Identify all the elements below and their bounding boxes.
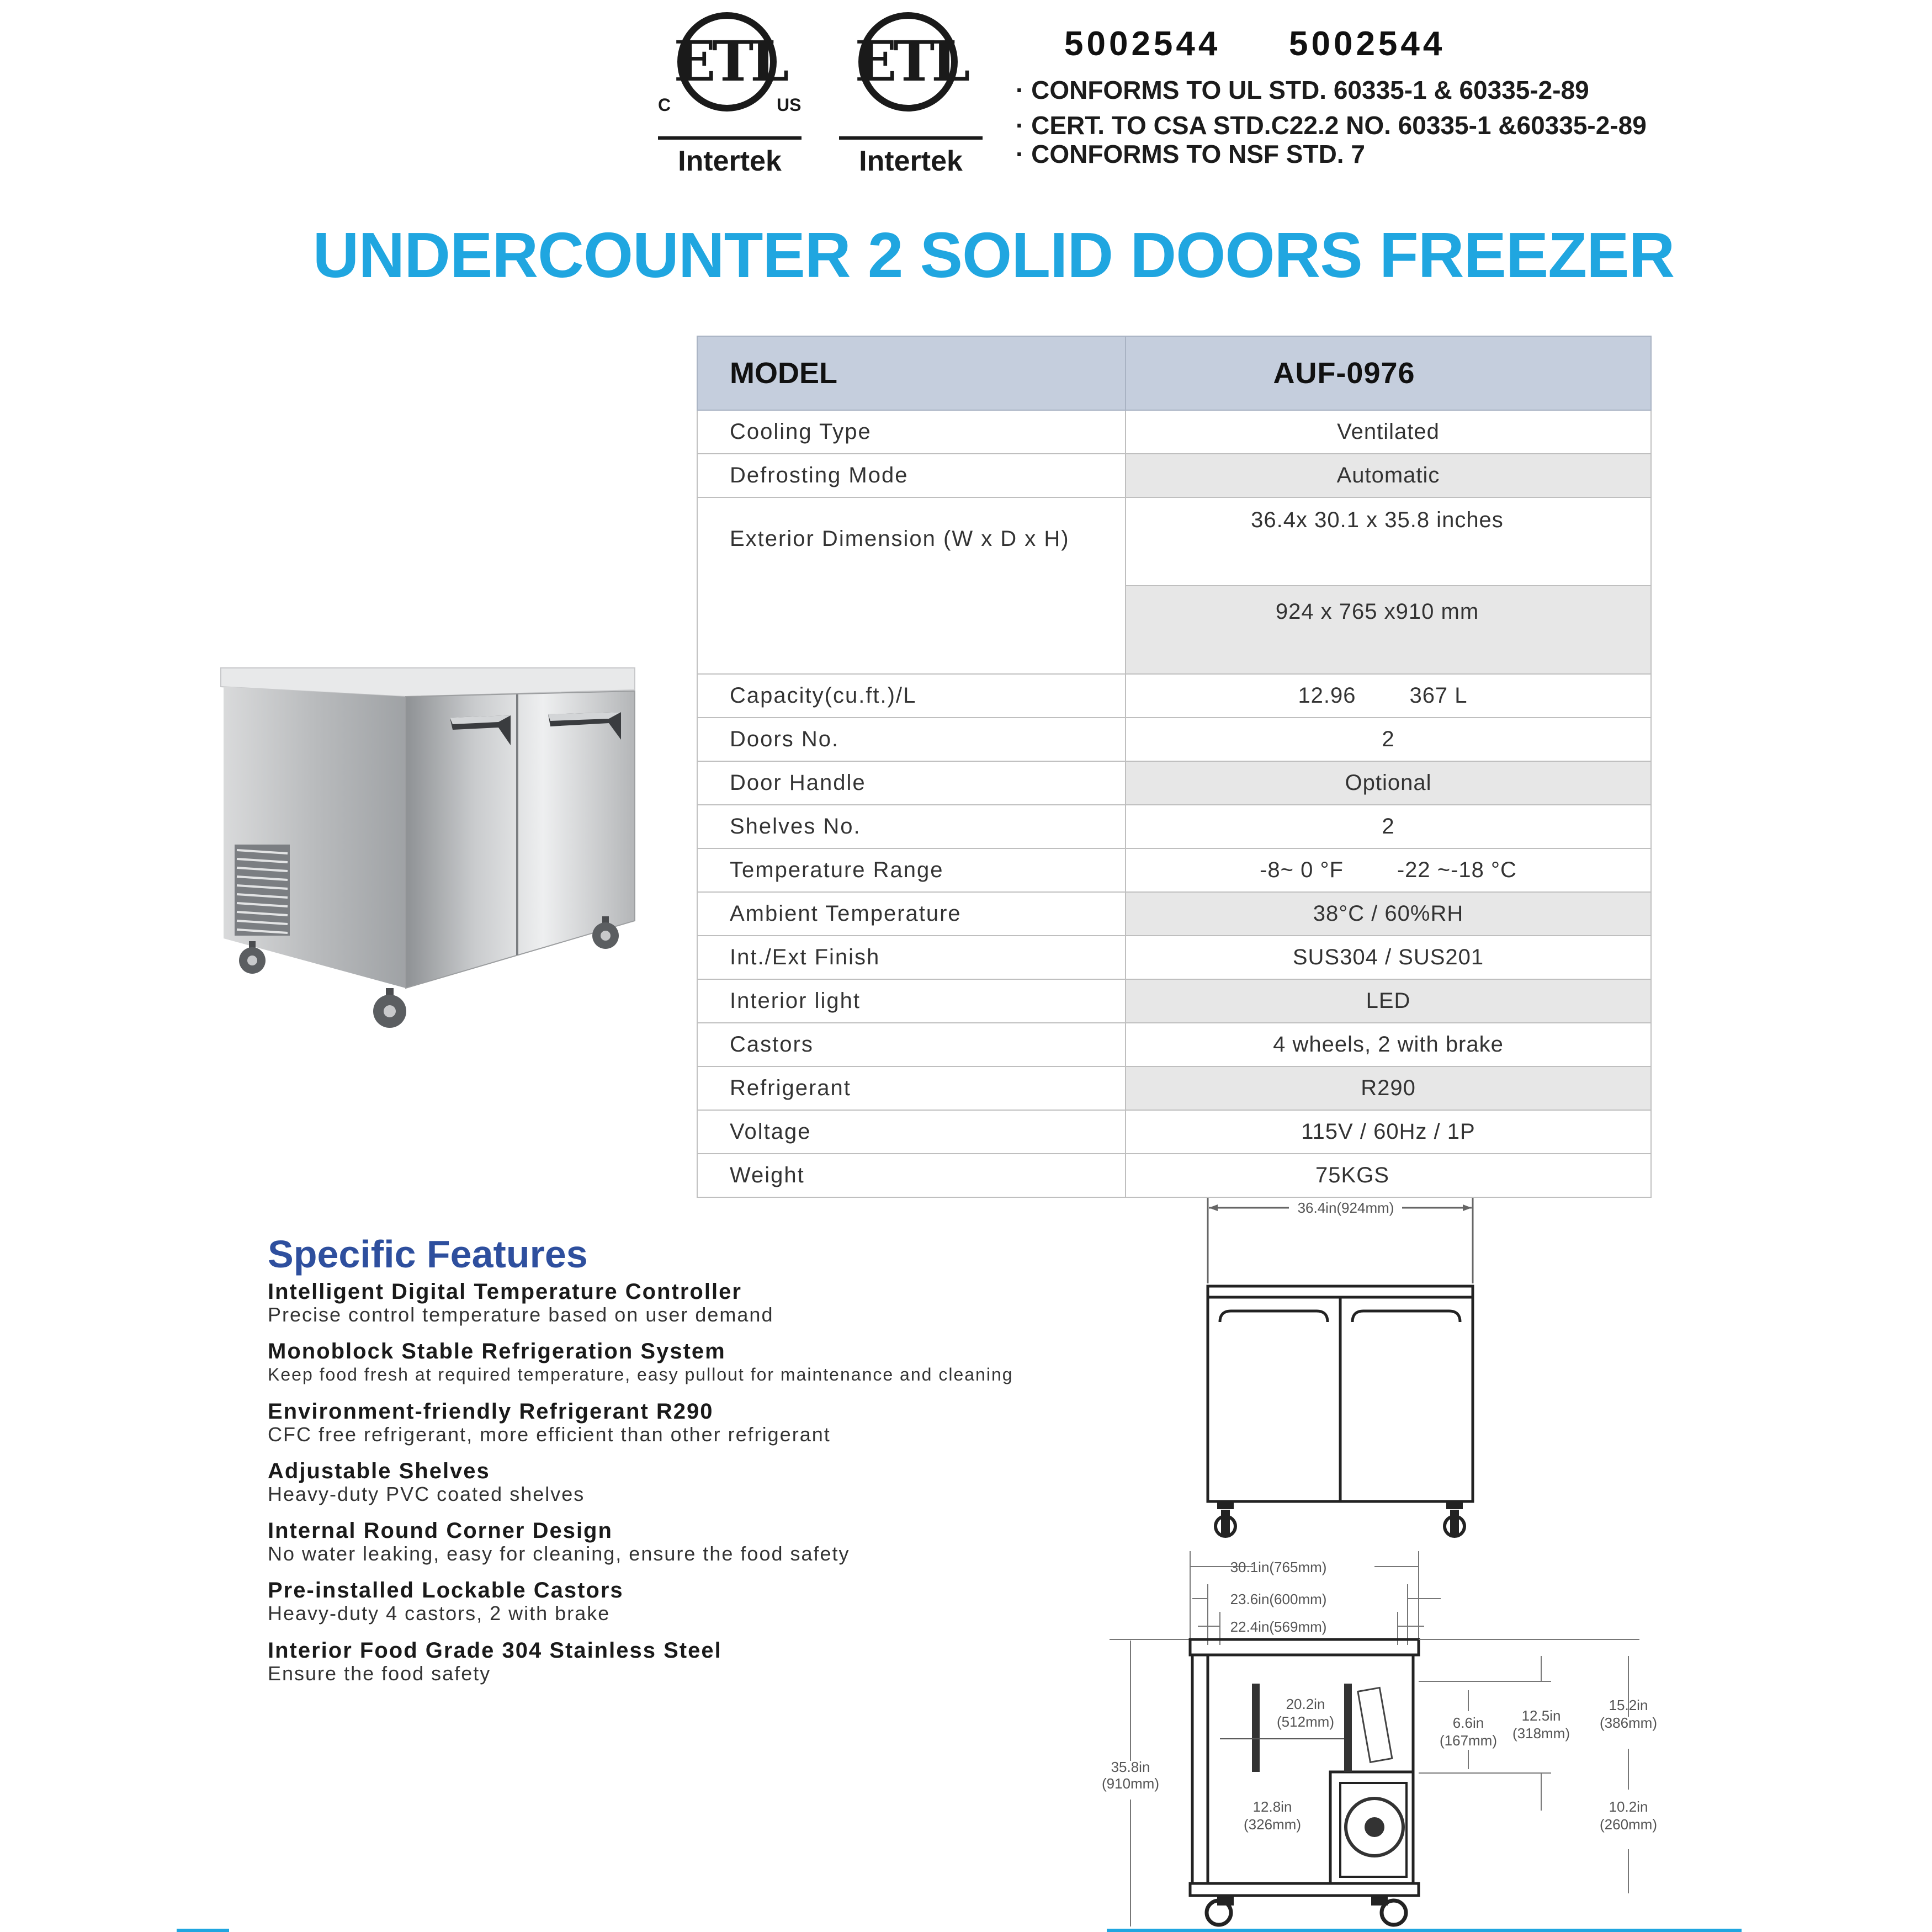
feature-name: Interior Food Grade 304 Stainless Steel [268, 1638, 722, 1663]
etl-mark: ETL [854, 29, 967, 94]
etl-mark: ETL [673, 29, 786, 94]
table-row [697, 1023, 1651, 1066]
feature-item [268, 1399, 831, 1446]
logo-us-letters: US [777, 95, 802, 115]
spec-value: SUS304 / SUS201 [1126, 936, 1651, 979]
logo-rule [839, 136, 983, 140]
page-title: UNDERCOUNTER 2 SOLID DOORS FREEZER [312, 219, 1675, 291]
table-row [697, 805, 1651, 848]
dim-gap-mm: (167mm) [1439, 1732, 1498, 1749]
spec-value: 2 [1126, 718, 1651, 761]
feature-desc: Ensure the food safety [268, 1662, 491, 1685]
spec-label: Temperature Range [697, 848, 1126, 892]
freezer-product-photo [218, 662, 649, 1038]
spec-value: 75KGS [1126, 1154, 1651, 1197]
spec-label: Shelves No. [697, 805, 1126, 848]
front-castors [1216, 1501, 1464, 1537]
spec-label: Exterior Dimension (W x D x H) [697, 497, 1126, 674]
etl-listed-logo [658, 12, 802, 178]
spec-value: Optional [1126, 761, 1651, 805]
table-row [697, 454, 1651, 497]
spec-label: Castors [697, 1023, 1126, 1066]
dim-width-label: 36.4in(924mm) [1297, 1199, 1394, 1216]
table-row [697, 1066, 1651, 1110]
feature-desc: Heavy-duty 4 castors, 2 with brake [268, 1602, 611, 1625]
feature-desc: CFC free refrigerant, more efficient than other refrigerant [268, 1423, 831, 1446]
table-row [697, 936, 1651, 979]
side-castors [1207, 1896, 1406, 1925]
logo-rule [658, 136, 802, 140]
logo-brand: Intertek [678, 145, 782, 177]
table-row [697, 1110, 1651, 1154]
spec-label: Int./Ext Finish [697, 936, 1126, 979]
cert-number-2: 5002544 [1289, 25, 1446, 63]
spec-value: Automatic [1126, 454, 1651, 497]
feature-name: Intelligent Digital Temperature Controller [268, 1280, 742, 1304]
bottom-accent-left [177, 1929, 229, 1932]
dim-depth-mid: 23.6in(600mm) [1230, 1591, 1327, 1607]
front-view-drawing [1192, 1187, 1501, 1557]
spec-value: 38°C / 60%RH [1126, 892, 1651, 936]
table-row [697, 1154, 1651, 1197]
spec-value: -8~ 0 °F -22 ~-18 °C [1126, 848, 1651, 892]
table-row [697, 718, 1651, 761]
spec-value: LED [1126, 979, 1651, 1023]
spec-label: Doors No. [697, 718, 1126, 761]
dim-upper: 12.5in [1521, 1707, 1561, 1724]
features-heading: Specific Features [268, 1233, 588, 1276]
dim-lower-depth: 12.8in [1252, 1798, 1292, 1815]
feature-item [268, 1519, 850, 1565]
spec-label: Ambient Temperature [697, 892, 1126, 936]
dim-depth-total: 30.1in(765mm) [1230, 1559, 1327, 1575]
spec-label: Door Handle [697, 761, 1126, 805]
spec-value: 115V / 60Hz / 1P [1126, 1110, 1651, 1154]
dim-top: 15.2in [1609, 1697, 1648, 1713]
spec-value: Ventilated [1126, 410, 1651, 454]
dim-bottom: 10.2in [1609, 1798, 1648, 1815]
table-row [697, 497, 1651, 586]
side-cabinet [1190, 1639, 1419, 1896]
table-row [697, 410, 1651, 454]
feature-desc: No water leaking, easy for cleaning, ensure the food safety [268, 1542, 850, 1565]
table-header-row [697, 336, 1651, 410]
cert-number-1: 5002544 [1064, 25, 1221, 63]
feature-name: Environment-friendly Refrigerant R290 [268, 1399, 714, 1424]
spec-label: Weight [697, 1154, 1126, 1197]
table-row [697, 979, 1651, 1023]
feature-item [268, 1459, 585, 1505]
table-row [697, 892, 1651, 936]
dim-shelf-depth: 20.2in [1286, 1696, 1325, 1712]
model-label: MODEL [697, 336, 1126, 410]
dim-upper-mm: (318mm) [1512, 1725, 1570, 1742]
spec-value: 4 wheels, 2 with brake [1126, 1023, 1651, 1066]
table-row [697, 848, 1651, 892]
feature-item [268, 1578, 624, 1625]
feature-desc: Precise control temperature based on user demand [268, 1303, 774, 1326]
cert-line-csa: · CERT. TO CSA STD.C22.2 NO. 60335-1 &60335-2-89 [1016, 111, 1647, 140]
spec-label: Interior light [697, 979, 1126, 1023]
feature-name: Monoblock Stable Refrigeration System [268, 1339, 726, 1363]
feature-item [268, 1638, 722, 1685]
spec-value: 12.96 367 L [1126, 674, 1651, 718]
dim-shelf-depth-mm: (512mm) [1276, 1713, 1335, 1730]
feature-name: Internal Round Corner Design [268, 1519, 613, 1543]
cert-line-nsf: · CONFORMS TO NSF STD. 7 [1016, 140, 1365, 168]
dim-gap: 6.6in [1452, 1715, 1484, 1731]
dim-height-total: 35.8in [1111, 1759, 1150, 1775]
feature-desc: Keep food fresh at required temperature, easy pullout for maintenance and cleaning [268, 1365, 1013, 1384]
logo-c-letter: C [658, 95, 671, 115]
vent-grille [235, 845, 290, 936]
dim-lower-depth-mm: (326mm) [1243, 1816, 1302, 1833]
feature-item [268, 1280, 773, 1326]
feature-name: Adjustable Shelves [268, 1459, 490, 1483]
spec-label: Voltage [697, 1110, 1126, 1154]
spec-value: 2 [1126, 805, 1651, 848]
feature-desc: Heavy-duty PVC coated shelves [268, 1483, 585, 1505]
dim-top-mm: (386mm) [1599, 1715, 1658, 1731]
spec-label: Refrigerant [697, 1066, 1126, 1110]
spec-table [697, 336, 1652, 1198]
model-value: AUF-0976 [1126, 336, 1651, 410]
dim-bottom-mm: (260mm) [1599, 1816, 1658, 1833]
etl-sanitation-logo [839, 12, 983, 178]
table-row [697, 761, 1651, 805]
spec-label: Capacity(cu.ft.)/L [697, 674, 1126, 718]
feature-item [268, 1339, 1013, 1386]
feature-name: Pre-installed Lockable Castors [268, 1578, 624, 1602]
spec-value: 36.4x 30.1 x 35.8 inches [1126, 497, 1651, 586]
dim-height-total-mm: (910mm) [1101, 1775, 1160, 1792]
front-cabinet [1208, 1286, 1473, 1501]
spec-label: Defrosting Mode [697, 454, 1126, 497]
spec-value-metric: 924 x 765 x910 mm [1126, 586, 1651, 674]
cert-line-ul: · CONFORMS TO UL STD. 60335-1 & 60335-2-89 [1016, 76, 1589, 104]
spec-label: Cooling Type [697, 410, 1126, 454]
table-row [697, 674, 1651, 718]
spec-value: R290 [1126, 1066, 1651, 1110]
logo-brand: Intertek [859, 145, 963, 177]
side-view-drawing [1087, 1546, 1684, 1932]
bottom-accent-right [1107, 1929, 1742, 1932]
dim-depth-inner: 22.4in(569mm) [1230, 1618, 1327, 1635]
